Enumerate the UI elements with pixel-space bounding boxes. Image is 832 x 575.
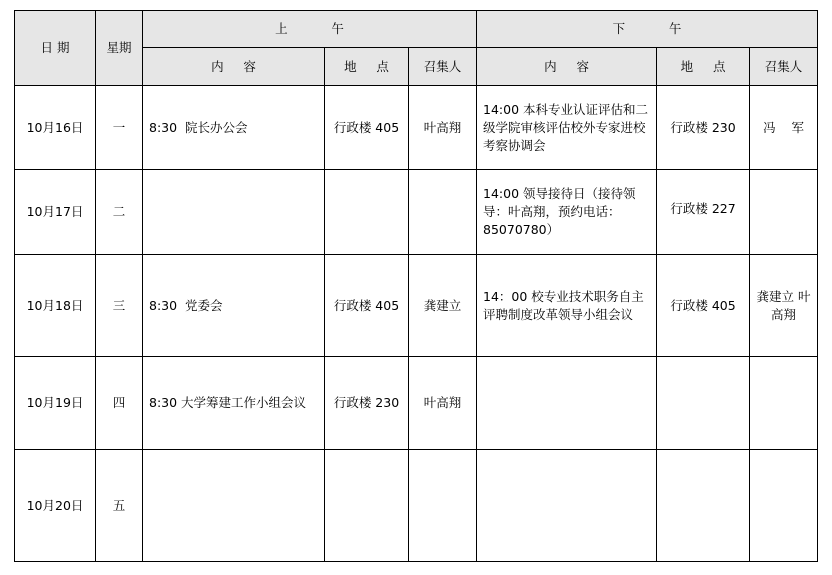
table-body (15, 86, 818, 562)
header-pm-location: 地 点 (657, 48, 750, 86)
date-cell: 10月18日 (15, 255, 96, 357)
table-row (15, 357, 818, 450)
pm-content-cell: 14:00 本科专业认证评估和二级学院审核评估校外专家进校考察协调会 (477, 86, 657, 170)
pm-convener-cell (750, 170, 818, 255)
am-convener-cell (409, 170, 477, 255)
am-convener-cell: 叶高翔 (409, 357, 477, 450)
weekly-schedule-table (14, 10, 818, 562)
header-am-location: 地 点 (325, 48, 409, 86)
date-cell: 10月16日 (15, 86, 96, 170)
am-location-cell: 行政楼 405 (325, 86, 409, 170)
pm-content-cell: 14:00 领导接待日（接待领导：叶高翔，预约电话：85070780） (477, 170, 657, 255)
am-location-cell: 行政楼 230 (325, 357, 409, 450)
pm-content-cell: 14：00 校专业技术职务自主评聘制度改革领导小组会议 (477, 255, 657, 357)
am-content-cell: 8:30 大学筹建工作小组会议 (143, 357, 325, 450)
weekday-cell: 二 (96, 170, 143, 255)
pm-content-cell (477, 357, 657, 450)
header-date: 日 期 (15, 11, 96, 86)
date-cell: 10月20日 (15, 450, 96, 562)
am-content-cell: 8:30 院长办公会 (143, 86, 325, 170)
table-row (15, 255, 818, 357)
weekday-cell: 五 (96, 450, 143, 562)
table-header (15, 11, 818, 86)
pm-convener-cell: 冯 军 (750, 86, 818, 170)
date-cell: 10月19日 (15, 357, 96, 450)
table-row (15, 86, 818, 170)
header-morning: 上 午 (143, 11, 477, 48)
am-convener-cell: 叶高翔 (409, 86, 477, 170)
pm-location-cell (657, 357, 750, 450)
table-row (15, 170, 818, 255)
header-afternoon: 下 午 (477, 11, 818, 48)
header-pm-convener: 召集人 (750, 48, 818, 86)
header-weekday: 星期 (96, 11, 143, 86)
header-am-convener: 召集人 (409, 48, 477, 86)
pm-location-cell: 行政楼 405 (657, 255, 750, 357)
am-convener-cell: 龚建立 (409, 255, 477, 357)
weekday-cell: 四 (96, 357, 143, 450)
am-location-cell: 行政楼 405 (325, 255, 409, 357)
pm-convener-cell: 龚建立 叶高翔 (750, 255, 818, 357)
am-content-cell (143, 170, 325, 255)
am-location-cell (325, 170, 409, 255)
pm-convener-cell (750, 357, 818, 450)
pm-content-cell (477, 450, 657, 562)
header-pm-content: 内 容 (477, 48, 657, 86)
pm-location-cell: 行政楼 227 (657, 170, 750, 255)
am-content-cell: 8:30 党委会 (143, 255, 325, 357)
am-convener-cell (409, 450, 477, 562)
am-content-cell (143, 450, 325, 562)
pm-location-cell (657, 450, 750, 562)
pm-location-cell: 行政楼 230 (657, 86, 750, 170)
weekday-cell: 三 (96, 255, 143, 357)
header-am-content: 内 容 (143, 48, 325, 86)
am-location-cell (325, 450, 409, 562)
pm-convener-cell (750, 450, 818, 562)
table-row (15, 450, 818, 562)
header-row-1 (15, 11, 818, 48)
date-cell: 10月17日 (15, 170, 96, 255)
weekday-cell: 一 (96, 86, 143, 170)
